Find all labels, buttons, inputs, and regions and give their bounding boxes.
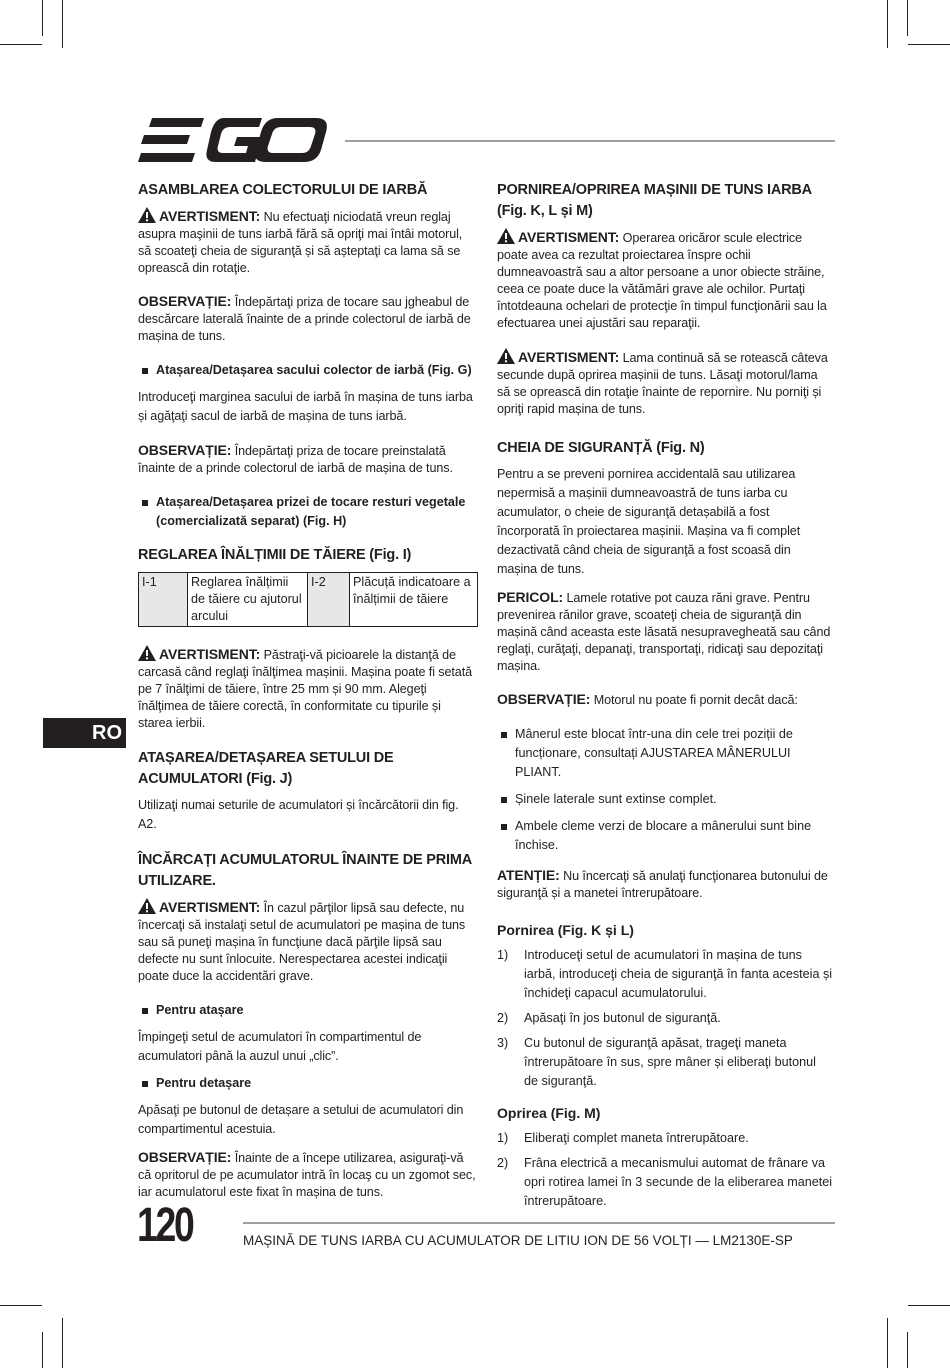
note-text: Înainte de a începe utilizarea, asiguraţi-vă că opritorul de pe acumulator intră în locaş cu un zgomot sec, iar acumulatorul este fixat în mașina de tuns. — [138, 1151, 476, 1199]
note-text: Motorul nu poate fi pornit decât dacă: — [590, 693, 798, 707]
table-cell-id: I-2 — [308, 573, 350, 627]
table-cell-desc: Reglarea înălțimii de tăiere cu ajutorul arcului — [188, 573, 308, 627]
warning-text: Lama continuă să se rotească câteva secunde după oprirea mașinii de tuns. Lăsaţi motorul/lama să se oprească din rotaţie înainte de repornire. Nu porniţi și opriţi rapid mașina de tuns. — [497, 351, 828, 416]
paragraph: Introduceţi marginea sacului de iarbă în mașina de tuns iarba și agăţaţi sacul de iarbă de mașina de tuns iarbă. — [138, 390, 473, 423]
page-number: 120 — [137, 1199, 193, 1252]
warning-label: AVERTISMENT: — [518, 229, 620, 245]
footer-title: MAȘINĂ DE TUNS IARBA CU ACUMULATOR DE LITIU ION DE 56 VOLȚI — LM2130E-SP — [243, 1233, 793, 1248]
subsection-heading: Oprirea (Fig. M) — [497, 1105, 601, 1121]
note-label: OBSERVAȚIE: — [497, 691, 591, 707]
language-tab: RO — [43, 718, 126, 748]
crop-mark — [908, 1305, 950, 1306]
numbered-step — [497, 946, 833, 1003]
note-text: Îndepărtaţi priza de tocare sau jgheabul de descărcare laterală înainte de a prinde colectorul de iarbă de mașina de tuns. — [138, 295, 471, 343]
section-heading: ÎNCĂRCAȚI ACUMULATORUL ÎNAINTE DE PRIMA UTILIZARE. — [138, 852, 472, 889]
danger-paragraph — [497, 589, 833, 675]
left-column — [138, 180, 478, 1217]
step-number: 1) — [497, 1131, 509, 1145]
numbered-step — [497, 1129, 833, 1148]
crop-mark — [62, 1318, 63, 1368]
warning-icon — [138, 645, 156, 661]
warning-text: Operarea oricăror scule electrice poate avea ca rezultat proiectarea înspre ochii dumneavoastră sau a altor persoane a unor obiecte străine, ceea ce poate duce la vătămări grave ale ochilor. Purtaţi întotdeauna ochelari de protecţie în timpul funcţionării sau la efectuarea unei ajustări sau reparaţii. — [497, 231, 827, 330]
note-label: OBSERVAȚIE: — [138, 442, 232, 458]
paragraph: Apăsaţi pe butonul de detașare a setului de acumulatori din compartimentul acestuia. — [138, 1103, 464, 1136]
note-paragraph — [138, 442, 478, 477]
right-column — [497, 180, 833, 1217]
footer-rule — [243, 1222, 835, 1224]
bullet-item — [138, 493, 478, 531]
warning-label: AVERTISMENT: — [518, 349, 620, 365]
crop-mark — [62, 0, 63, 48]
crop-mark — [42, 1332, 43, 1368]
crop-mark — [887, 0, 888, 48]
note-paragraph — [138, 1149, 478, 1201]
caution-text: Nu încercaţi să anulaţi funcţionarea butonului de siguranţă și a manetei întrerupătoare. — [497, 869, 828, 900]
bullet-text: Pentru atașare — [156, 1003, 244, 1017]
paragraph: Împingeţi setul de acumulatori în compartimentul de acumulatori până la auzul unui „clic”. — [138, 1030, 422, 1063]
step-number: 3) — [497, 1036, 509, 1050]
danger-label: PERICOL: — [497, 589, 564, 605]
warning-icon — [138, 207, 156, 223]
paragraph: Pentru a se preveni pornirea accidentală sau utilizarea nepermisă a mașinii dumneavoastră de tuns iarba cu acumulator, o cheie de siguranţă detașabilă a fost încorporată în proiectarea mașinii. Mașina va fi complet dezactivată când cheia de siguranţă a fost scoasă din mașina de tuns. — [497, 467, 801, 576]
bullet-text: Pentru detașare — [156, 1076, 252, 1090]
bullet-square-icon — [142, 368, 148, 374]
step-number: 2) — [497, 1156, 509, 1170]
paragraph: Utilizaţi numai seturile de acumulatori și încărcătorii din fig. A2. — [138, 798, 459, 831]
table-cell-desc: Plăcuță indicatoare a înălțimii de tăiere — [350, 573, 478, 627]
bullet-square-icon — [501, 732, 507, 738]
crop-mark — [907, 1332, 908, 1368]
note-paragraph — [497, 691, 833, 709]
bullet-square-icon — [501, 824, 507, 830]
warning-icon — [497, 348, 515, 364]
bullet-item — [138, 1001, 478, 1020]
note-label: OBSERVAȚIE: — [138, 293, 232, 309]
bullet-square-icon — [501, 797, 507, 803]
bullet-text: Atașarea/Detașarea sacului colector de iarbă (Fig. G) — [156, 363, 472, 377]
section-heading: CHEIA DE SIGURANȚĂ (Fig. N) — [497, 440, 705, 456]
note-label: OBSERVAȚIE: — [138, 1149, 232, 1165]
subsection-heading: Pornirea (Fig. K și L) — [497, 922, 634, 938]
caution-paragraph — [497, 867, 833, 902]
bullet-text: Atașarea/Detașarea prizei de tocare resturi vegetale (comercializată separat) (Fig. H) — [156, 495, 466, 528]
note-paragraph — [138, 293, 478, 345]
crop-mark — [0, 1305, 42, 1306]
bullet-square-icon — [142, 1008, 148, 1014]
crop-mark — [907, 0, 908, 36]
table-cell-id: I-1 — [139, 573, 188, 627]
header-rule — [345, 140, 835, 142]
crop-mark — [0, 44, 42, 45]
figure-legend-table — [138, 572, 478, 627]
note-text: Îndepărtaţi priza de tocare preinstalată înainte de a prinde colectorul de iarbă de mașina de tuns. — [138, 444, 453, 475]
danger-text: Lamele rotative pot cauza răni grave. Pentru prevenirea rănilor grave, scoateţi cheia de siguranţă din mașină când aceasta este lăsată nesupravegheată sau când reglaţi, curăţaţi, depanaţi, transportaţi, ridicaţi sau depozitaţi mașina. — [497, 591, 831, 673]
warning-text: Păstraţi-vă picioarele la distanţă de carcasă când reglaţi înălţimea mașinii. Mașina poate fi setată pe 7 înălţimi de tăiere, între 25 mm și 90 mm. Alegeţi înălţimea de tăiere corectă, în conformitate cu tipurile și starea ierbii. — [138, 648, 473, 730]
step-number: 2) — [497, 1011, 509, 1025]
warning-label: AVERTISMENT: — [159, 646, 261, 662]
step-number: 1) — [497, 948, 509, 962]
warning-paragraph — [497, 348, 833, 418]
numbered-step — [497, 1154, 833, 1211]
section-heading: REGLAREA ÎNĂLȚIMII DE TĂIERE (Fig. I) — [138, 547, 412, 563]
numbered-step — [497, 1034, 833, 1091]
warning-paragraph — [138, 898, 478, 985]
numbered-step — [497, 1009, 833, 1028]
crop-mark — [908, 44, 950, 45]
bullet-text: Șinele laterale sunt extinse complet. — [515, 792, 717, 806]
step-text: Introduceţi setul de acumulatori în mașina de tuns iarbă, introduceţi cheia de siguranţă în fanta acesteia și închideţi capacul acumulatorului. — [524, 948, 833, 1000]
ego-logo — [138, 118, 328, 162]
warning-label: AVERTISMENT: — [159, 208, 261, 224]
warning-paragraph — [138, 207, 478, 277]
bullet-square-icon — [142, 1081, 148, 1087]
caution-label: ATENȚIE: — [497, 867, 560, 883]
warning-icon — [497, 228, 515, 244]
warning-icon — [138, 898, 156, 914]
section-heading: ATAȘAREA/DETAȘAREA SETULUI DE ACUMULATORI (Fig. J) — [138, 750, 394, 787]
warning-text: Nu efectuaţi niciodată vreun reglaj asupra maşinii de tuns iarbă fără să opriţi mai întâi motorul, să scoateţi cheia de siguranţă și să așteptaţi ca lama să se oprească din rotaţie. — [138, 210, 463, 275]
warning-text: În cazul părţilor lipsă sau defecte, nu încercaţi să instalaţi setul de acumulatori pe mașina de tuns sau să puneţi mașina în funcţiune dacă părţile lipsă sau defecte nu sunt înlocuite. Nerespectarea acestei indicaţii poate duce la accidentări grave. — [138, 901, 466, 983]
section-heading: PORNIREA/OPRIREA MAȘINII DE TUNS IARBA (Fig. K, L și M) — [497, 182, 812, 219]
bullet-item — [497, 790, 833, 809]
warning-paragraph — [497, 228, 833, 332]
step-text: Eliberaţi complet maneta întrerupătoare. — [524, 1131, 749, 1145]
bullet-item — [497, 725, 833, 782]
step-text: Cu butonul de siguranţă apăsat, trageţi maneta întrerupătoare în sus, spre mâner și eliberaţi butonul de siguranţă. — [524, 1036, 816, 1088]
bullet-square-icon — [142, 500, 148, 506]
bullet-item — [497, 817, 833, 855]
warning-label: AVERTISMENT: — [159, 899, 261, 915]
crop-mark — [42, 0, 43, 36]
crop-mark — [887, 1318, 888, 1368]
warning-paragraph — [138, 645, 478, 732]
step-text: Apăsaţi în jos butonul de siguranţă. — [524, 1011, 721, 1025]
table-row — [139, 573, 478, 627]
step-text: Frâna electrică a mecanismului automat de frânare va opri rotirea lamei în 3 secunde de la eliberarea manetei întrerupătoare. — [524, 1156, 833, 1208]
bullet-item — [138, 361, 478, 380]
bullet-text: Mânerul este blocat într-una din cele trei poziții de funcționare, consultați AJUSTAREA MÂNERULUI PLIANT. — [515, 727, 793, 779]
section-heading: ASAMBLAREA COLECTORULUI DE IARBĂ — [138, 182, 428, 198]
bullet-text: Ambele cleme verzi de blocare a mânerului sunt bine închise. — [515, 819, 812, 852]
bullet-item — [138, 1074, 478, 1093]
